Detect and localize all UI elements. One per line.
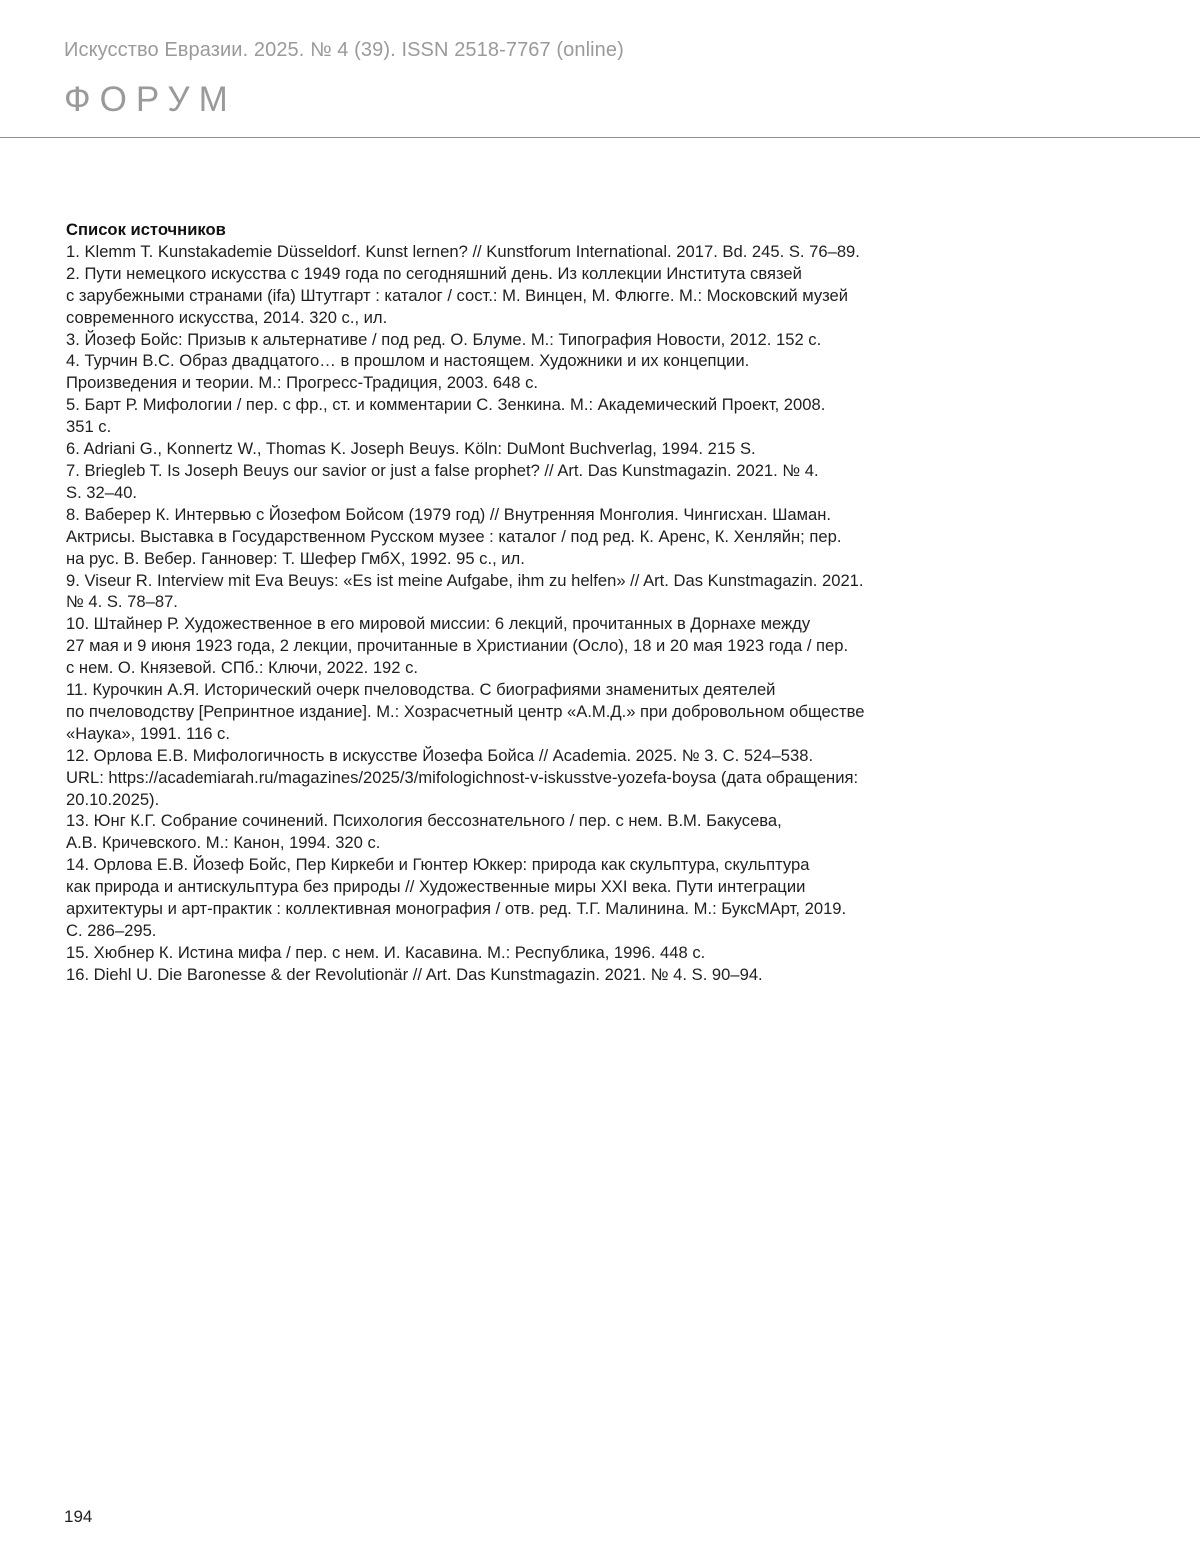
reference-line: А.В. Кричевского. М.: Канон, 1994. 320 с. [66, 833, 381, 853]
reference-line: 11. Курочкин А.Я. Исторический очерк пчеловодства. С биографиями знаменитых деятелей [66, 680, 776, 700]
reference-line: 1. Klemm T. Kunstakademie Düsseldorf. Kunst lernen? // Kunstforum International. 2017. Bd. 245. S. 76–89. [66, 241, 860, 261]
reference-line: 14. Орлова Е.В. Йозеф Бойс, Пер Киркеби и Гюнтер Юккер: природа как скульптура, скульптура [66, 855, 810, 875]
running-head: Искусство Евразии. 2025. № 4 (39). ISSN 2518-7767 (online) [64, 39, 624, 61]
reference-line: «Наука», 1991. 116 с. [66, 723, 230, 743]
reference-line: архитектуры и арт-практик : коллективная монография / отв. ред. Т.Г. Малинина. М.: БуксМАрт, 2019. [66, 899, 847, 919]
reference-line: 10. Штайнер Р. Художественное в его мировой миссии: 6 лекций, прочитанных в Дорнахе между [66, 614, 811, 634]
reference-line: 15. Хюбнер К. Истина мифа / пер. с нем. И. Касавина. М.: Республика, 1996. 448 с. [66, 942, 706, 962]
reference-line: 351 с. [66, 417, 112, 437]
reference-line: Актрисы. Выставка в Государственном Русском музее : каталог / под ред. К. Аренс, К. Хенляйн; пер. [66, 526, 842, 546]
reference-line: на рус. В. Вебер. Ганновер: Т. Шефер ГмбХ, 1992. 95 с., ил. [66, 548, 525, 568]
reference-line: как природа и антискульптура без природы // Художественные миры XXI века. Пути интеграции [66, 877, 806, 897]
reference-line: 6. Adriani G., Konnertz W., Thomas K. Joseph Beuys. Köln: DuMont Buchverlag, 1994. 215 S. [66, 439, 756, 459]
reference-line: 2. Пути немецкого искусства с 1949 года по сегодняшний день. Из коллекции Института связей [66, 263, 802, 283]
reference-line: 4. Турчин В.С. Образ двадцатого… в прошлом и настоящем. Художники и их концепции. [66, 351, 750, 371]
reference-line: с зарубежными странами (ifa) Штутгарт : каталог / сост.: М. Винцен, М. Флюгге. М.: Московский музей [66, 285, 849, 305]
references-list [66, 219, 966, 986]
page-number: 194 [64, 1507, 93, 1526]
reference-line: S. 32–40. [66, 482, 138, 502]
header-divider [0, 137, 1200, 138]
reference-line: 27 мая и 9 июня 1923 года, 2 лекции, прочитанные в Христиании (Осло), 18 и 20 мая 1923 года / пер. [66, 636, 849, 656]
reference-url-line[interactable]: URL: https://academiarah.ru/magazines/2025/3/mifologichnost-v-iskusstve-yozefa-boysa (дата обращения: [66, 767, 859, 787]
reference-line: по пчеловодству [Репринтное издание]. М.: Хозрасчетный центр «А.М.Д.» при добровольном обществе [66, 701, 865, 721]
reference-line: 20.10.2025). [66, 789, 160, 809]
reference-line: 13. Юнг К.Г. Собрание сочинений. Психология бессознательного / пер. с нем. В.М. Бакусева, [66, 811, 782, 831]
section-title: ФОРУМ [64, 80, 237, 119]
reference-line: № 4. S. 78–87. [66, 592, 178, 612]
reference-line: 12. Орлова Е.В. Мифологичность в искусстве Йозефа Бойса // Academia. 2025. № 3. С. 524–538. [66, 745, 814, 765]
reference-line: Произведения и теории. М.: Прогресс-Традиция, 2003. 648 с. [66, 373, 539, 393]
reference-line: современного искусства, 2014. 320 с., ил. [66, 307, 388, 327]
reference-line: 5. Барт Р. Мифологии / пер. с фр., ст. и комментарии С. Зенкина. М.: Академический Проект, 2008. [66, 395, 826, 415]
reference-line: 9. Viseur R. Interview mit Eva Beuys: «Es ist meine Aufgabe, ihm zu helfen» // Art. Das Kunstmagazin. 2021. [66, 570, 864, 590]
references-heading: Список источников [66, 220, 226, 239]
reference-line: с нем. О. Князевой. СПб.: Ключи, 2022. 192 с. [66, 658, 419, 678]
reference-line: 8. Ваберер К. Интервью с Йозефом Бойсом (1979 год) // Внутренняя Монголия. Чингисхан. Шаман. [66, 504, 832, 524]
reference-line: 3. Йозеф Бойс: Призыв к альтернативе / под ред. О. Блуме. М.: Типография Новости, 2012. 152 с. [66, 329, 822, 349]
reference-line: 7. Briegleb T. Is Joseph Beuys our savior or just a false prophet? // Art. Das Kunstmagazin. 2021. № 4. [66, 460, 819, 480]
reference-line: 16. Diehl U. Die Baronesse & der Revolutionär // Art. Das Kunstmagazin. 2021. № 4. S. 90–94. [66, 964, 763, 984]
reference-line: С. 286–295. [66, 921, 157, 940]
